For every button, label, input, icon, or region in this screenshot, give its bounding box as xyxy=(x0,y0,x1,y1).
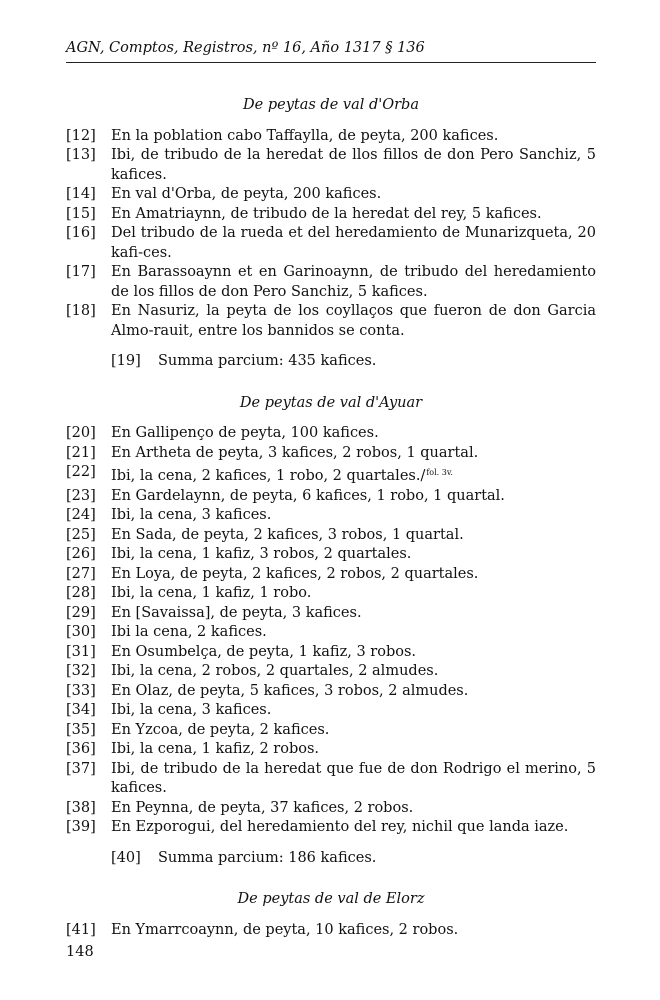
section-title: De peytas de val d'Orba xyxy=(243,97,419,113)
entry-text: En Ymarrcoaynn, de peyta, 10 kafices, 2 robos. xyxy=(111,921,459,938)
entry-list xyxy=(66,921,596,941)
entry-text: En Peynna, de peyta, 37 kafices, 2 robos. xyxy=(111,799,414,816)
entry xyxy=(66,444,596,464)
entry-list xyxy=(66,424,596,838)
entry-number: [29] xyxy=(66,604,96,621)
entry xyxy=(66,584,596,604)
summa-line xyxy=(111,849,596,869)
entry xyxy=(66,205,596,225)
entry-text: Ibi, la cena, 2 robos, 2 quartales, 2 almudes. xyxy=(111,663,439,679)
entry xyxy=(66,224,596,263)
entry-text: En Ezporogui, del heredamiento del rey, nichil que landa iaze. xyxy=(111,819,569,835)
entry-number: [12] xyxy=(66,127,96,144)
entry-number: [21] xyxy=(66,444,96,461)
entry-text: En [Savaissa], de peyta, 3 kafices. xyxy=(111,604,362,621)
entry-text: En Olaz, de peyta, 5 kafices, 3 robos, 2 almudes. xyxy=(111,682,469,699)
summa-text: Summa parcium: 186 kafices. xyxy=(158,849,377,866)
entry xyxy=(66,643,596,663)
entry xyxy=(66,506,596,526)
entry-text: Ibi, de tribudo de la heredat de llos fillos de don Pero Sanchiz, 5 kafices. xyxy=(111,147,596,183)
entry-number: [19] xyxy=(111,353,141,369)
entry-number: [25] xyxy=(66,526,96,543)
entry-text: Ibi, la cena, 1 kafiz, 3 robos, 2 quartales. xyxy=(111,546,412,562)
entry xyxy=(66,662,596,682)
entry-number: [26] xyxy=(66,546,96,562)
entry xyxy=(66,127,596,147)
entry xyxy=(66,701,596,721)
entry xyxy=(66,463,596,487)
entry xyxy=(66,760,596,799)
entry-number: [40] xyxy=(111,849,141,866)
entry xyxy=(66,487,596,507)
entry-number: [38] xyxy=(66,799,96,816)
summa-line xyxy=(111,352,596,372)
entry-text: Ibi, la cena, 3 kafices. xyxy=(111,507,272,523)
entry-number: [14] xyxy=(66,186,96,202)
entry-number: [31] xyxy=(66,643,96,660)
entry-text: En Gallipenço de peyta, 100 kafices. xyxy=(111,425,379,441)
entry xyxy=(66,682,596,702)
page-number: 148 xyxy=(66,944,94,960)
entry-number: [18] xyxy=(66,303,96,319)
entry xyxy=(66,623,596,643)
entry-number: [36] xyxy=(66,741,96,757)
entry-text: Ibi, la cena, 3 kafices. xyxy=(111,702,272,718)
entry-number: [13] xyxy=(66,147,96,163)
entry-text: Ibi la cena, 2 kafices. xyxy=(111,624,267,640)
entry xyxy=(66,185,596,205)
entry-text: En Amatriaynn, de tribudo de la heredat del rey, 5 kafices. xyxy=(111,205,542,222)
entry xyxy=(66,818,596,838)
entry-text: Ibi, de tribudo de la heredat que fue de don Rodrigo el merino, 5 kafices. xyxy=(111,760,596,796)
entry-text: Del tribudo de la rueda et del heredamiento de Munarizqueta, 20 kafi-ces. xyxy=(111,225,596,261)
entry-number: [41] xyxy=(66,921,96,938)
entry-number: [28] xyxy=(66,585,96,601)
entry-text: En Artheta de peyta, 3 kafices, 2 robos, 1 quartal. xyxy=(111,444,479,461)
entry-number: [17] xyxy=(66,264,96,280)
entry-text: En Nasuriz, la peyta de los coyllaços que fueron de don Garcia Almo-rauit, entre los bannidos se conta. xyxy=(111,303,596,339)
entry-text: En Barassoaynn et en Garinoaynn, de tribudo del heredamiento de los fillos de don Pero Sanchiz, 5 kafices. xyxy=(111,264,596,300)
entry xyxy=(66,545,596,565)
entry-number: [33] xyxy=(66,682,96,699)
entry-number: [20] xyxy=(66,425,96,441)
summa-text: Summa parcium: 435 kafices. xyxy=(158,353,377,369)
entry-number: [37] xyxy=(66,760,96,777)
entry xyxy=(66,721,596,741)
entry-text: En val d'Orba, de peyta, 200 kafices. xyxy=(111,186,382,202)
entry-text-with-folio xyxy=(111,463,596,487)
entry-text: En Osumbelça, de peyta, 1 kafiz, 3 robos. xyxy=(111,643,417,660)
entry-number: [16] xyxy=(66,225,96,241)
entry xyxy=(66,302,596,341)
entry xyxy=(66,565,596,585)
entry-text: En Loya, de peyta, 2 kafices, 2 robos, 2 quartales. xyxy=(111,565,479,582)
entry xyxy=(66,424,596,444)
entry-number: [24] xyxy=(66,507,96,523)
entry-text: Ibi, la cena, 1 kafiz, 2 robos. xyxy=(111,741,320,757)
entry xyxy=(66,799,596,819)
entry-text: Ibi, la cena, 1 kafiz, 1 robo. xyxy=(111,585,312,601)
header-rule xyxy=(66,62,596,63)
entry-number: [35] xyxy=(66,721,96,738)
entry-number: [34] xyxy=(66,702,96,718)
section-title: De peytas de val d'Ayuar xyxy=(239,394,423,411)
entry-text: En Sada, de peyta, 2 kafices, 3 robos, 1 quartal. xyxy=(111,526,464,543)
folio-marker: fol. 3v. xyxy=(426,468,453,477)
entry-text: En Yzcoa, de peyta, 2 kafices. xyxy=(111,721,330,738)
entry xyxy=(66,740,596,760)
running-header: AGN, Comptos, Registros, nº 16, Año 1317 § 136 xyxy=(66,40,425,56)
entry-number: [22] xyxy=(66,464,96,480)
entry-number: [39] xyxy=(66,819,96,835)
entry-text: En la poblation cabo Taffaylla, de peyta, 200 kafices. xyxy=(111,127,499,144)
entry-number: [32] xyxy=(66,663,96,679)
entry-number: [15] xyxy=(66,205,96,222)
page-body xyxy=(66,96,596,940)
entry xyxy=(66,921,596,941)
entry-list xyxy=(66,127,596,342)
entry-number: [30] xyxy=(66,624,96,640)
entry-number: [23] xyxy=(66,487,96,504)
entry-number: [27] xyxy=(66,565,96,582)
entry xyxy=(66,604,596,624)
entry-text: En Gardelaynn, de peyta, 6 kafices, 1 robo, 1 quartal. xyxy=(111,487,505,504)
entry xyxy=(66,526,596,546)
entry-text: Ibi, la cena, 2 kafices, 1 robo, 2 quartales./ xyxy=(111,468,426,484)
entry xyxy=(66,146,596,185)
section-title: De peytas de val de Elorz xyxy=(237,891,425,907)
entry xyxy=(66,263,596,302)
